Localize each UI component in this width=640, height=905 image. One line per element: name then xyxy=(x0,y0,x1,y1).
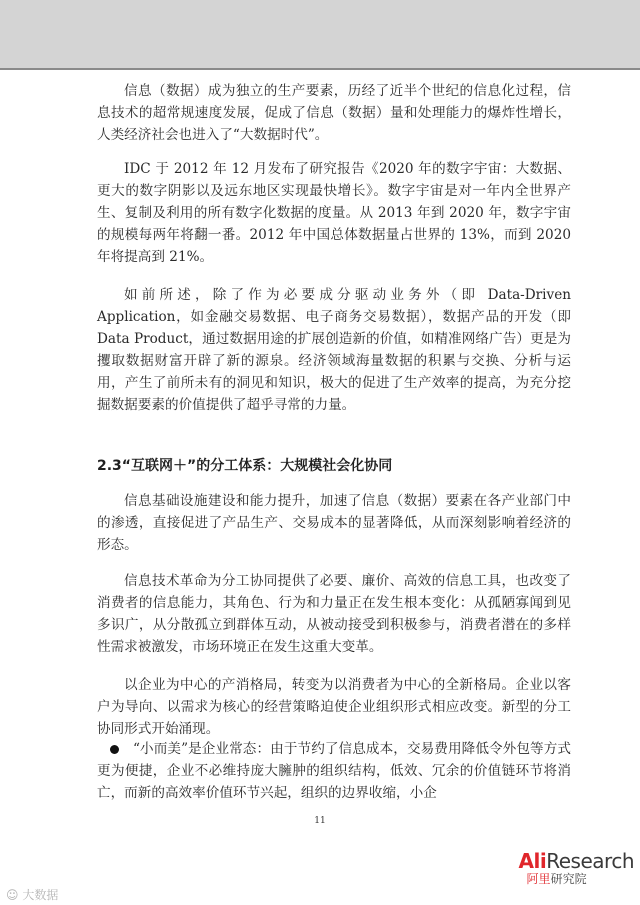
paragraph-data-factor: 信息（数据）成为独立的生产要素，历经了近半个世纪的信息化过程，信息技术的超常规速度发展，促成了信息（数据）量和处理能力的爆炸性增长，人类经济社会也进入了“大数据时代”。 xyxy=(97,83,571,143)
paragraph-data-product: 如前所述，除了作为必要成分驱动业务外（即 Data-Driven Application，如金融交易数据、电子商务交易数据），数据产品的开发（即 Data Product，通过数据用途的扩展创造新的价值，如精准网络广告）更是为攫取数据财富开辟了新的源泉。经济领域海量数据的积累与交换、分析与运用，产生了前所未有的洞见和知识，极大的促进了生产效率的提高，为充分挖掘数据要素的价值提供了超乎寻常的力量。 xyxy=(97,287,571,413)
document-page xyxy=(0,70,640,905)
paragraph-idc-report: IDC 于 2012 年 12 月发布了研究报告《2020 年的数字宇宙：大数据、更大的数字阴影以及远东地区实现最快增长》。数字宇宙是对一年内全世界产生、复制及利用的所有数字化数据的度量。从 2013 年到 2020 年，数字宇宙的规模每两年将翻一番。2012 年中国总体数据量占世界的 13%，而到 2020 年将提高到 21%。 xyxy=(97,161,571,265)
aliresearch-logo xyxy=(519,850,634,886)
page-number: 11 xyxy=(314,816,326,826)
bullet-text: “小而美”是企业常态：由于节约了信息成本，交易费用降低令外包等方式更为便捷，企业不必维持庞大臃肿的组织结构，低效、冗余的价值链环节将消亡，而新的高效率价值环节兴起，组织的边界收缩，小企 xyxy=(97,741,571,801)
paragraph-infrastructure: 信息基础设施建设和能力提升，加速了信息（数据）要素在各产业部门中的渗透，直接促进了产品生产、交易成本的显著降低，从而深刻影响着经济的形态。 xyxy=(97,493,571,553)
footer xyxy=(0,828,640,905)
watermark xyxy=(6,886,58,903)
logo-ali-text: Ali xyxy=(518,849,547,873)
logo-research-text: Research xyxy=(546,849,634,873)
paragraph-it-revolution: 信息技术革命为分工协同提供了必要、廉价、高效的信息工具，也改变了消费者的信息能力，其角色、行为和力量正在发生根本变化：从孤陋寡闻到见多识广，从分散孤立到群体互动，从被动接受到积极参与，消费者潜在的多样性需求被激发，市场环境正在发生这重大变革。 xyxy=(97,573,571,655)
watermark-text: 大数据 xyxy=(22,888,59,902)
watermark-icon: ☺ xyxy=(6,888,19,902)
paragraph-consumer-centric: 以企业为中心的产消格局，转变为以消费者为中心的全新格局。企业以客户为导向、以需求为核心的经营策略迫使企业组织形式相应改变。新型的分工协同形式开始涌现。 xyxy=(97,677,571,737)
bullet-item xyxy=(97,738,571,804)
logo-sub-red: 阿里 xyxy=(526,872,551,886)
bullet-dot-icon xyxy=(110,745,119,754)
top-gray-band xyxy=(0,0,640,70)
section-heading: 2.3“互联网＋”的分工体系：大规模社会化协同 xyxy=(97,458,393,474)
logo-sub-dark: 研究院 xyxy=(550,872,587,886)
